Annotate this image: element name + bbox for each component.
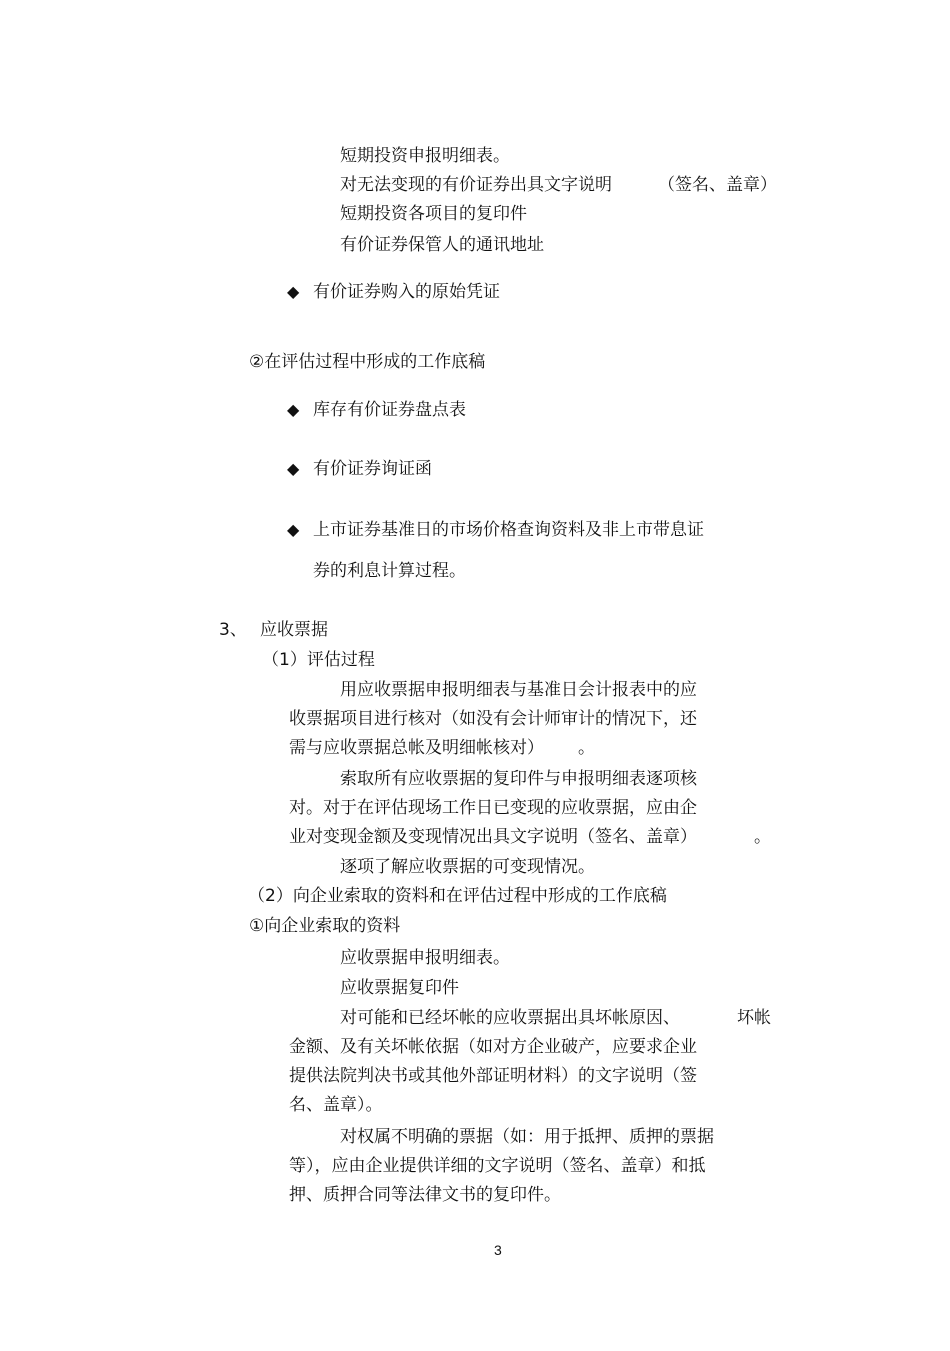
- paragraph-line: 对。对于在评估现场工作日已变现的应收票据，应由企: [289, 798, 697, 818]
- page-number: 3: [494, 1242, 502, 1258]
- bullet-item-continued: 券的利息计算过程。: [313, 561, 466, 581]
- paragraph-line: 等），应由企业提供详细的文字说明（签名、盖章）和抵: [289, 1156, 706, 1176]
- paragraph-line: 需与应收票据总帐及明细帐核对）: [289, 738, 544, 758]
- paragraph-line: 逐项了解应收票据的可变现情况。: [340, 857, 595, 877]
- paragraph-line: 。: [754, 827, 771, 847]
- paragraph-line: 提供法院判决书或其他外部证明材料）的文字说明（签: [289, 1066, 697, 1086]
- text-line: （签名、盖章）: [658, 175, 777, 195]
- bullet-item: 有价证券询证函: [313, 459, 432, 479]
- paragraph-line: 收票据项目进行核对（如没有会计师审计的情况下，还: [289, 709, 697, 729]
- sub-heading: （1）评估过程: [262, 650, 375, 670]
- bullet-item: 库存有价证券盘点表: [313, 400, 466, 420]
- paragraph-line: 用应收票据申报明细表与基准日会计报表中的应: [340, 680, 697, 700]
- bullet-diamond-icon: ◆: [287, 282, 300, 301]
- paragraph-line: 名、盖章）。: [289, 1095, 383, 1115]
- text-line: 有价证券保管人的通讯地址: [340, 235, 544, 255]
- bullet-item: 上市证券基准日的市场价格查询资料及非上市带息证: [313, 520, 704, 540]
- paragraph-line: 坏帐: [737, 1008, 771, 1028]
- bullet-item: 有价证券购入的原始凭证: [313, 282, 500, 302]
- sub-heading: ①向企业索取的资料: [249, 916, 401, 936]
- paragraph-line: 金额、及有关坏帐依据（如对方企业破产，应要求企业: [289, 1037, 697, 1057]
- bullet-diamond-icon: ◆: [287, 400, 300, 419]
- paragraph-line: 业对变现金额及变现情况出具文字说明（签名、盖章）: [289, 827, 697, 847]
- section-title: 应收票据: [260, 620, 328, 640]
- text-line: 应收票据申报明细表。: [340, 948, 510, 968]
- section-number: 3、: [219, 620, 247, 640]
- text-line: 短期投资各项目的复印件: [340, 204, 527, 224]
- paragraph-line: 对权属不明确的票据（如：用于抵押、质押的票据: [340, 1127, 714, 1147]
- text-line: 短期投资申报明细表。: [340, 146, 510, 166]
- paragraph-line: 对可能和已经坏帐的应收票据出具坏帐原因、: [340, 1008, 680, 1028]
- paragraph-line: 押、质押合同等法律文书的复印件。: [289, 1185, 561, 1205]
- paragraph-line: 索取所有应收票据的复印件与申报明细表逐项核: [340, 769, 697, 789]
- text-line: 对无法变现的有价证券出具文字说明: [340, 175, 612, 195]
- sub-heading: ②在评估过程中形成的工作底稿: [249, 352, 486, 372]
- bullet-diamond-icon: ◆: [287, 520, 300, 539]
- paragraph-line: 。: [578, 738, 595, 758]
- text-line: 应收票据复印件: [340, 978, 459, 998]
- sub-heading: （2）向企业索取的资料和在评估过程中形成的工作底稿: [248, 886, 667, 906]
- bullet-diamond-icon: ◆: [287, 459, 300, 478]
